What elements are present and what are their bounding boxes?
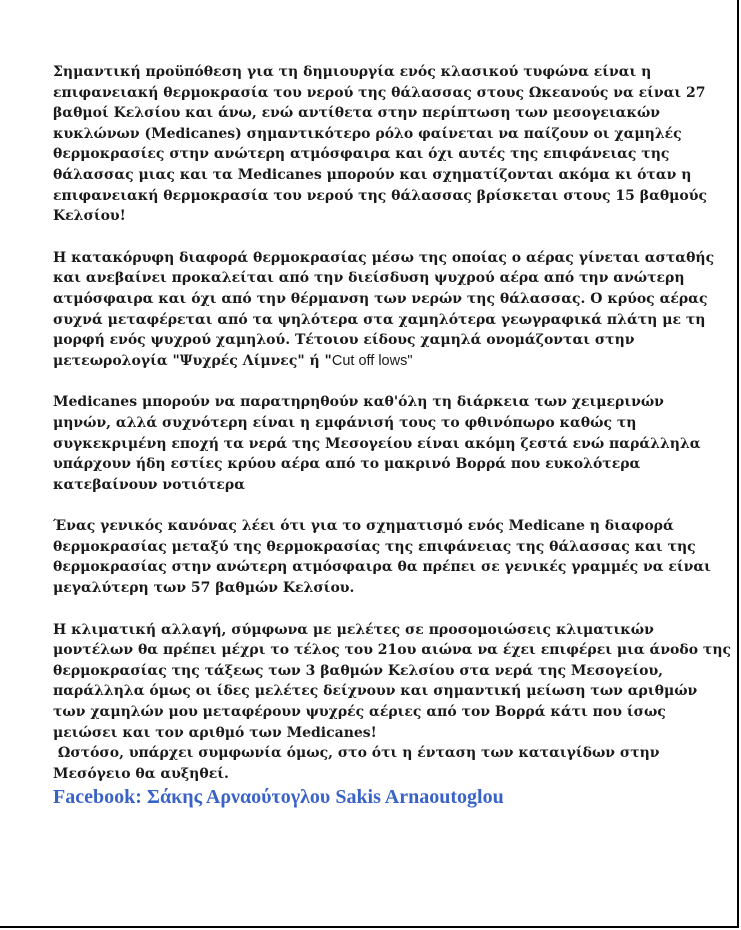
- text-line: Η κατακόρυφη διαφορά θερμοκρασίας μέσω της οποίας ο αέρας γίνεται ασταθής: [53, 249, 715, 266]
- text-line: θερμοκρασίες στην ανώτερη ατμόσφαιρα και όχι αυτές της επιφάνειας της: [53, 146, 670, 163]
- text-line: συγκεκριμένη εποχή τα νερά της Μεσογείου είναι ακόμη ζεστά ενώ παράλληλα: [53, 435, 701, 452]
- text-line: θερμοκρασίας μεταξύ της θερμοκρασίας της επιφάνειας της θάλασσας και της: [53, 538, 696, 555]
- text-line: θερμοκρασίας στην ανώτερη ατμόσφαιρα θα πρέπει σε γενικές γραμμές να είναι: [53, 559, 711, 576]
- text-line: των χαμηλών μου μεταφέρουν ψυχρές αέριες από τον Βορρά κάτι που ίσως: [53, 704, 666, 721]
- text-line: υπάρχουν ήδη εστίες κρύου αέρα από το μακρινό Βορρά που ευκολότερα: [53, 456, 641, 473]
- text-line: μοντέλων θα πρέπει μέχρι το τέλος του 21ου αιώνα να έχει επιφέρει μια άνοδο της: [53, 642, 732, 659]
- text-line: Μεσόγειο θα αυξηθεί.: [53, 765, 229, 782]
- text-run: μετεωρολογία "Ψυχρές Λίμνες" ή ": [53, 352, 332, 369]
- text-line: επιφανειακή θερμοκρασία του νερού της θάλασσας στους Ωκεανούς να είναι 27: [53, 84, 706, 101]
- text-line: Ωστόσο, υπάρχει συμφωνία όμως, στο ότι η ένταση των καταιγίδων στην: [53, 745, 660, 762]
- text-line: ατμόσφαιρα και όχι από την θέρμανση των νερών της θάλασσας. Ο κρύος αέρας: [53, 290, 708, 307]
- paragraph-general-rule: [53, 516, 711, 598]
- text-line: Ένας γενικός κανόνας λέει ότι για το σχηματισμό ενός Medicane η διαφορά: [53, 518, 674, 535]
- paragraph-climate-change: [53, 620, 732, 785]
- text-line: Medicanes μπορούν να παρατηρηθούν καθ'όλη τη διάρκεια των χειμερινών: [53, 394, 664, 411]
- paragraph-vertical-gradient: [53, 248, 715, 372]
- text-line: Σημαντική προϋπόθεση για τη δημιουργία ενός κλασικού τυφώνα είναι η: [53, 64, 652, 80]
- text-line: βαθμοί Κελσίου και άνω, ενώ αντίθετα στην περίπτωση των μεσογειακών: [53, 105, 660, 122]
- cut-off-lows-term: Cut off lows": [331, 352, 413, 369]
- article-body: [53, 62, 732, 809]
- facebook-author-link[interactable]: Facebook: Σάκης Αρναούτογλου Sakis Arnaoutoglou: [53, 786, 504, 809]
- text-line: επιφανειακή θερμοκρασία του νερού της θάλασσας βρίσκεται στους 15 βαθμούς: [53, 187, 708, 204]
- text-line: Κελσίου!: [53, 208, 126, 225]
- text-line: κατεβαίνουν νοτιότερα: [53, 476, 245, 493]
- text-line: και ανεβαίνει προκαλείται από την διείσδυση ψυχρού αέρα από την ανώτερη: [53, 270, 685, 287]
- text-line: κυκλώνων (Medicanes) σημαντικότερο ρόλο φαίνεται να παίζουν οι χαμηλές: [53, 125, 682, 142]
- text-line: μηνών, αλλά συχνότερη είναι η εμφάνισή τους το φθινόπωρο καθώς τη: [53, 414, 637, 431]
- text-line: θερμοκρασίας της τάξεως των 3 βαθμών Κελσίου στα νερά της Μεσογείου,: [53, 662, 664, 679]
- text-line: συχνά μεταφέρεται από τα ψηλότερα στα χαμηλότερα γεωγραφικά πλάτη με τη: [53, 311, 706, 328]
- text-line: [53, 351, 693, 372]
- text-line: μειώσει και τον αριθμό των Medicanes!: [53, 724, 377, 741]
- paragraph-sst-requirement: [53, 62, 708, 227]
- text-line: μεγαλύτερη των 57 βαθμών Κελσίου.: [53, 580, 355, 597]
- text-line: μορφή ενός ψυχρού χαμηλού. Τέτοιου είδους χαμηλά ονομάζονται στην: [53, 332, 635, 349]
- paragraph-seasonality: [53, 392, 701, 495]
- text-line: θάλασσας μιας και τα Medicanes μπορούν και σχηματίζονται ακόμα κι όταν η: [53, 166, 692, 183]
- text-line: Η κλιματική αλλαγή, σύμφωνα με μελέτες σε προσομοιώσεις κλιματικών: [53, 621, 654, 638]
- text-line: παράλληλα όμως οι ίδες μελέτες δείχνουν και σημαντική μείωση των αριθμών: [53, 683, 698, 700]
